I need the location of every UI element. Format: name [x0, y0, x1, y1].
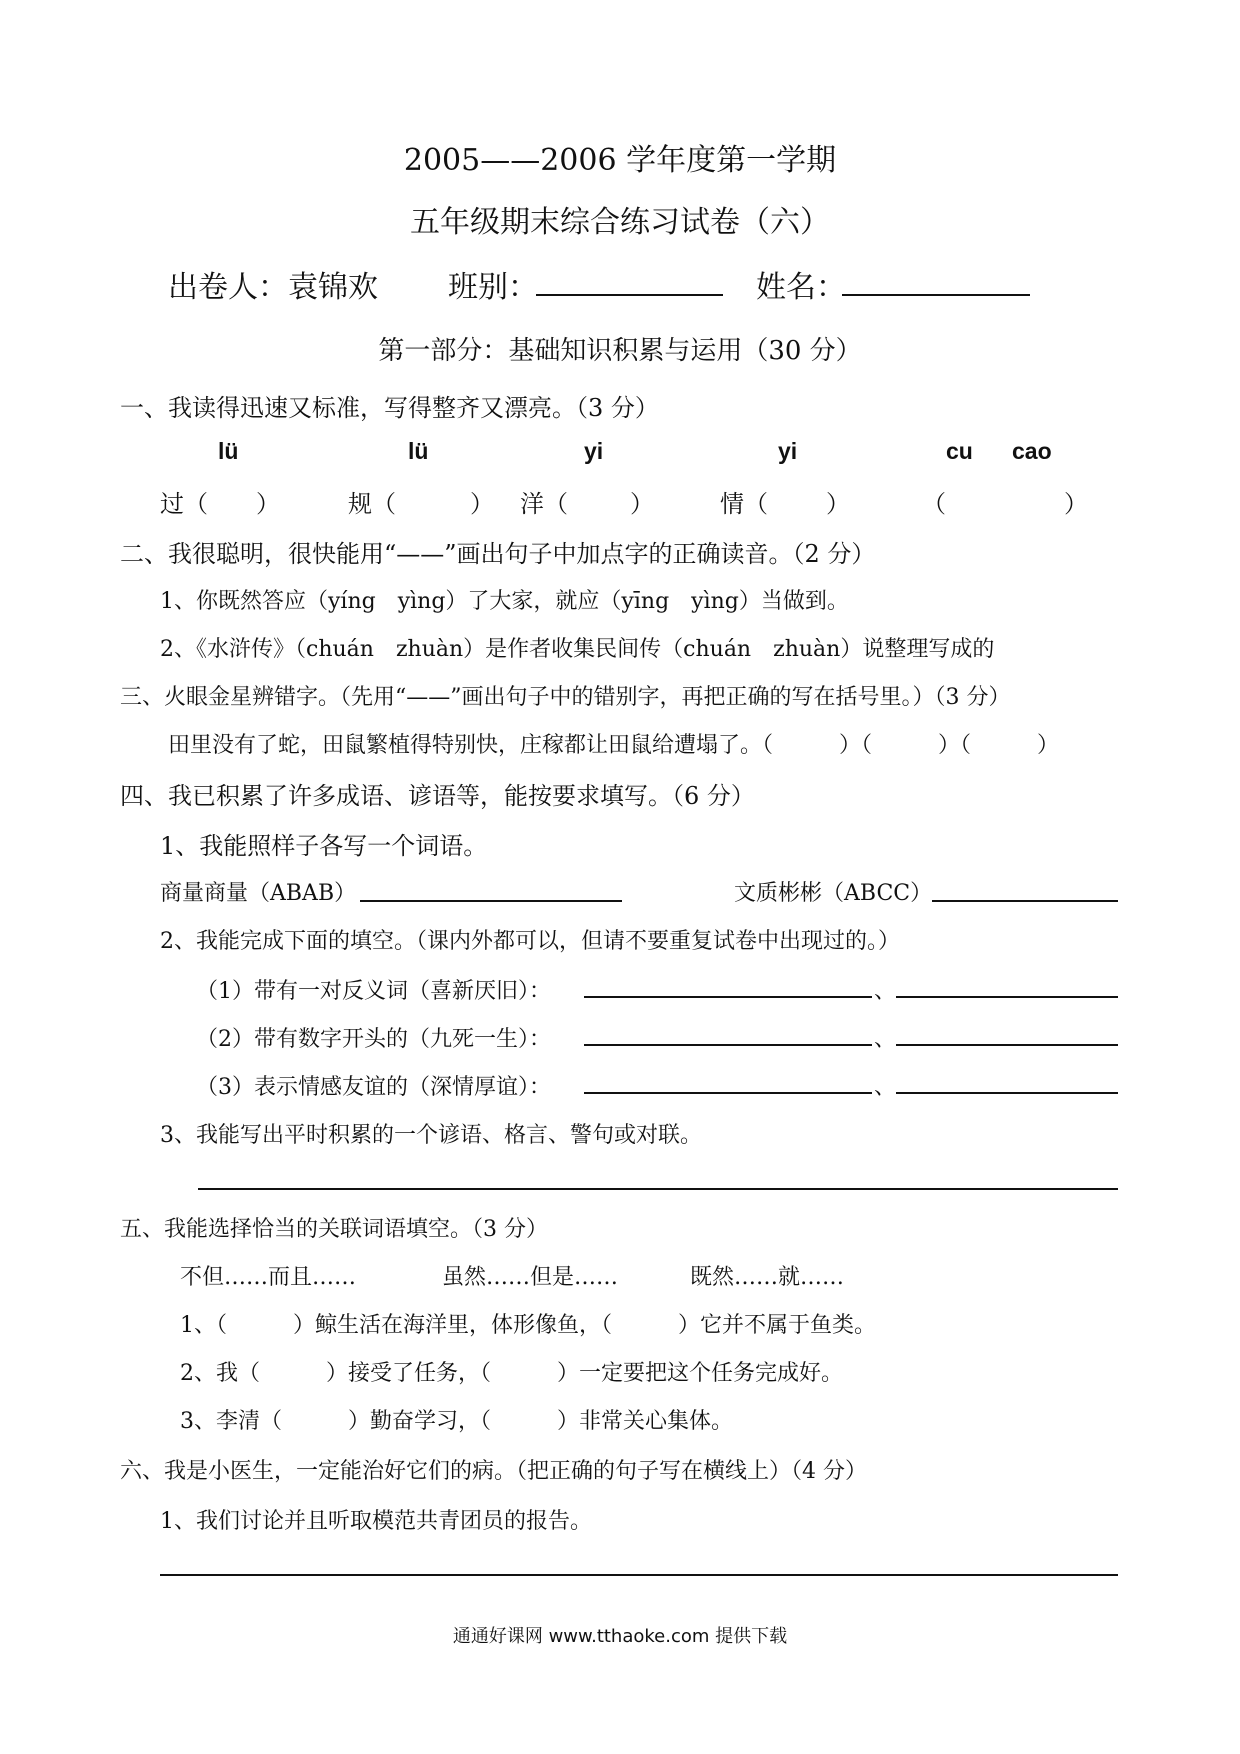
q5-line3: 3、李清（ ）勤奋学习，（ ）非常关心集体。: [180, 1409, 733, 1434]
q2-title: 二、我很聪明，很快能用“——”画出句子中加点字的正确读音。（2 分）: [120, 540, 876, 568]
pinyin-3: yi: [584, 438, 604, 464]
char-3-close: ）: [630, 490, 654, 518]
q5-line1: 1、（ ）鲸生活在海洋里，体形像鱼，（ ）它并不属于鱼类。: [180, 1313, 876, 1338]
class-label: 班别：: [448, 270, 538, 305]
item2-sep: 、: [874, 1027, 897, 1052]
footer-source: 通通好课网 www.tthaoke.com 提供下载: [452, 1626, 788, 1647]
char-4-open: 情（: [720, 490, 768, 518]
q4-example-abab: 商量商量（ABAB）: [160, 881, 357, 906]
item3-blank-b[interactable]: [896, 1092, 1118, 1094]
char-1-open: 过（: [160, 490, 208, 518]
part1-title: 第一部分：基础知识积累与运用（30 分）: [378, 336, 862, 366]
pinyin-1: lü: [218, 438, 239, 464]
item3-sep: 、: [874, 1075, 897, 1100]
correction-blank[interactable]: [160, 1574, 1118, 1576]
char-2-close: ）: [470, 490, 494, 518]
author-label: 出卷人：袁锦欢: [168, 270, 378, 305]
char-5-open: （: [922, 490, 946, 518]
item1-blank-a[interactable]: [584, 996, 872, 998]
q5-title: 五、我能选择恰当的关联词语填空。（3 分）: [120, 1217, 548, 1242]
q6-title: 六、我是小医生，一定能治好它们的病。（把正确的句子写在横线上）（4 分）: [120, 1459, 867, 1484]
abab-blank[interactable]: [360, 900, 622, 902]
q3-line1: 田里没有了蛇，田鼠繁植得特别快，庄稼都让田鼠给遭塌了。（ ）（ ）（ ）: [168, 733, 1060, 758]
q4-item-2: （2）带有数字开头的（九死一生）：: [196, 1027, 551, 1052]
conj-option-1: 不但……而且……: [180, 1265, 357, 1290]
q2-line2: 2、《水浒传》（chuán zhuàn）是作者收集民间传（chuán zhuàn）说整理写成的: [160, 637, 995, 662]
q4-item-1: （1）带有一对反义词（喜新厌旧）：: [196, 979, 551, 1004]
q4-sub1: 1、我能照样子各写一个词语。: [160, 832, 488, 860]
exam-term-title: 2005——2006 学年度第一学期: [403, 143, 837, 178]
pinyin-6: cao: [1012, 438, 1052, 464]
saying-blank[interactable]: [198, 1188, 1118, 1190]
q4-item-3: （3）表示情感友谊的（深情厚谊）：: [196, 1075, 551, 1100]
name-blank[interactable]: [842, 294, 1030, 296]
q3-title: 三、火眼金星辨错字。（先用“——”画出句子中的错别字，再把正确的写在括号里。）（3 分）: [120, 685, 1011, 710]
q4-sub3: 3、我能写出平时积累的一个谚语、格言、警句或对联。: [160, 1123, 702, 1148]
item1-sep: 、: [874, 979, 897, 1004]
q4-sub2: 2、我能完成下面的填空。（课内外都可以，但请不要重复试卷中出现过的。）: [160, 929, 900, 954]
item3-blank-a[interactable]: [584, 1092, 872, 1094]
exam-title: 五年级期末综合练习试卷（六）: [410, 205, 830, 240]
conj-option-3: 既然……就……: [690, 1265, 845, 1290]
name-label: 姓名：: [756, 270, 846, 305]
q2-line1: 1、你既然答应（yíng yìng）了大家，就应（yīng yìng）当做到。: [160, 589, 849, 614]
char-2-open: 规（: [348, 490, 396, 518]
item2-blank-b[interactable]: [896, 1044, 1118, 1046]
item2-blank-a[interactable]: [584, 1044, 872, 1046]
char-1-close: ）: [256, 490, 280, 518]
q5-line2: 2、我（ ）接受了任务，（ ）一定要把这个任务完成好。: [180, 1361, 843, 1386]
q1-title: 一、我读得迅速又标准，写得整齐又漂亮。（3 分）: [120, 394, 659, 422]
item1-blank-b[interactable]: [896, 996, 1118, 998]
pinyin-5: cu: [946, 438, 973, 464]
q6-line1: 1、我们讨论并且听取模范共青团员的报告。: [160, 1509, 592, 1534]
conj-option-2: 虽然……但是……: [442, 1265, 619, 1290]
q4-example-abcc: 文质彬彬（ABCC）: [734, 881, 933, 906]
char-5-close: ）: [1064, 490, 1088, 518]
char-4-close: ）: [826, 490, 850, 518]
q4-title: 四、我已积累了许多成语、谚语等，能按要求填写。（6 分）: [120, 782, 755, 810]
pinyin-4: yi: [778, 438, 798, 464]
char-3-open: 洋（: [520, 490, 568, 518]
pinyin-2: lü: [408, 438, 429, 464]
class-blank[interactable]: [536, 294, 723, 296]
abcc-blank[interactable]: [932, 900, 1118, 902]
